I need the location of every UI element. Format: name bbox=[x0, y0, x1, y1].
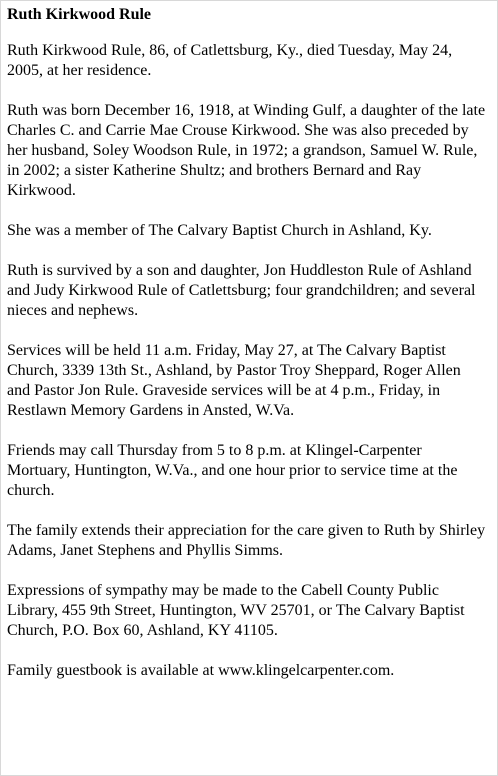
obituary-body bbox=[7, 5, 487, 681]
paragraph-appreciation: The family extends their appreciation for the care given to Ruth by Shirley Adams, Janet Stephens and Phyllis Simms. bbox=[7, 522, 486, 559]
paragraph-services: Services will be held 11 a.m. Friday, May 27, at The Calvary Baptist Church, 3339 13th St., Ashland, by Pastor Troy Sheppard, Roger Allen and Pastor Jon Rule. Graveside services will be at 4 p.m., Friday, in Restlawn Memory Gardens in Ansted, W.Va. bbox=[7, 342, 461, 419]
paragraph-death-notice: Ruth Kirkwood Rule, 86, of Catlettsburg, Ky., died Tuesday, May 24, 2005, at her residence. bbox=[7, 42, 453, 79]
paragraph-biography: Ruth was born December 16, 1918, at Winding Gulf, a daughter of the late Charles C. and Carrie Mae Crouse Kirkwood. She was also preceded by her husband, Soley Woodson Rule, in 1972; a grandson, Samuel W. Rule, in 2002; a sister Katherine Shultz; and brothers Bernard and Ray Kirkwood. bbox=[7, 102, 486, 199]
paragraph-sympathy: Expressions of sympathy may be made to the Cabell County Public Library, 455 9th Street, Huntington, WV 25701, or The Calvary Baptist Church, P.O. Box 60, Ashland, KY 41105. bbox=[7, 582, 465, 639]
paragraph-church-membership: She was a member of The Calvary Baptist Church in Ashland, Ky. bbox=[7, 222, 432, 239]
paragraph-visitation: Friends may call Thursday from 5 to 8 p.m. at Klingel-Carpenter Mortuary, Huntington, W.Va., and one hour prior to service time at the church. bbox=[7, 442, 458, 499]
obituary-title: Ruth Kirkwood Rule bbox=[7, 6, 152, 23]
paragraph-guestbook: Family guestbook is available at www.klingelcarpenter.com. bbox=[7, 662, 395, 679]
paragraph-survivors: Ruth is survived by a son and daughter, Jon Huddleston Rule of Ashland and Judy Kirkwood Rule of Catlettsburg; four grandchildren; and several nieces and nephews. bbox=[7, 262, 476, 319]
